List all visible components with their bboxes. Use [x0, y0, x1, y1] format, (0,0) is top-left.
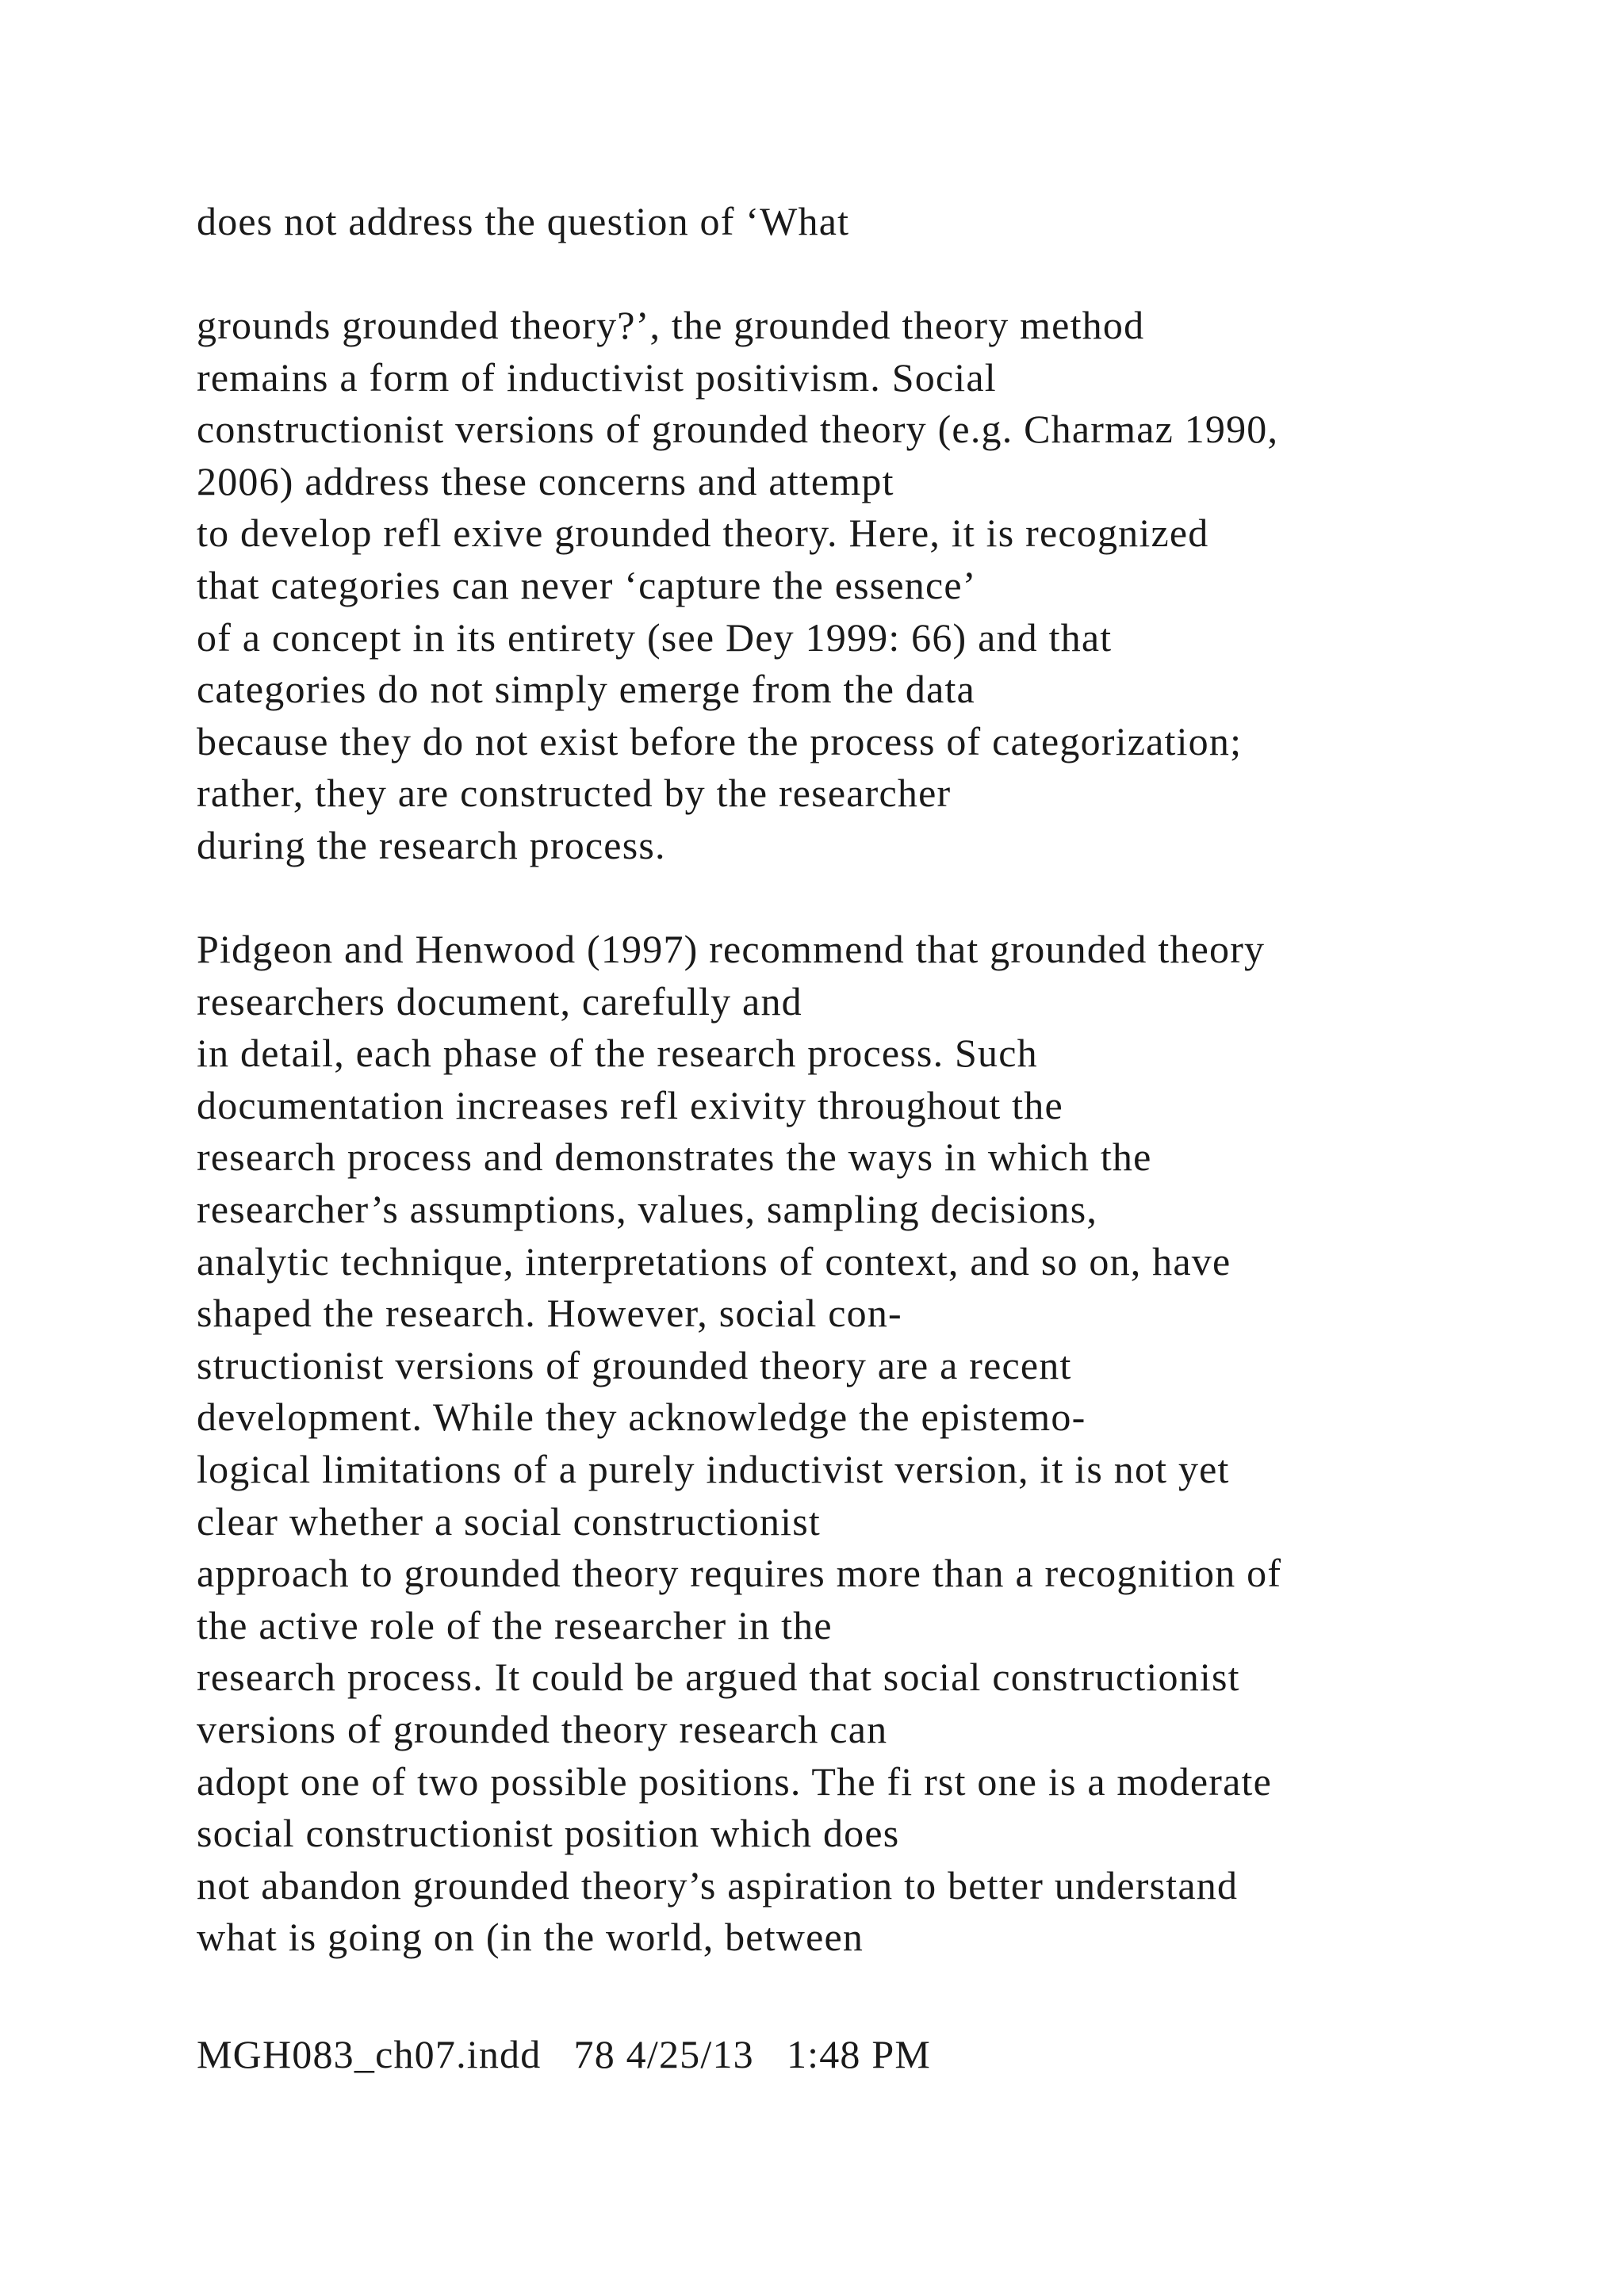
- text-line: constructionist versions of grounded theory (e.g. Charmaz 1990,: [197, 407, 1279, 452]
- text-line: social constructionist position which does: [197, 1811, 900, 1856]
- text-line: in detail, each phase of the research process. Such: [197, 1031, 1038, 1076]
- text-line: adopt one of two possible positions. The fi rst one is a moderate: [197, 1758, 1273, 1804]
- paragraph-pidgeon-henwood: [197, 924, 1281, 1964]
- text-line: researcher’s assumptions, values, sampling decisions,: [197, 1186, 1098, 1231]
- text-line: the active role of the researcher in the: [197, 1602, 833, 1647]
- text-line: structionist versions of grounded theory are a recent: [197, 1342, 1072, 1387]
- text-line: shaped the research. However, social con-: [197, 1291, 902, 1336]
- text-line: research process and demonstrates the ways in which the: [197, 1135, 1152, 1180]
- text-line: that categories can never ‘capture the essence’: [197, 562, 977, 607]
- text-line: to develop refl exive grounded theory. Here, it is recognized: [197, 511, 1209, 556]
- text-line: categories do not simply emerge from the data: [197, 667, 975, 712]
- page-footer: [197, 2029, 931, 2081]
- text-line: 2006) address these concerns and attempt: [197, 458, 894, 503]
- paragraph-grounded-theory: [197, 300, 1278, 872]
- text-line: versions of grounded theory research can: [197, 1706, 888, 1751]
- text-line: does not address the question of ‘What: [197, 199, 850, 243]
- text-line: research process. It could be argued that social constructionist: [197, 1655, 1240, 1700]
- text-line: development. While they acknowledge the epistemo-: [197, 1395, 1086, 1440]
- intro-line: [197, 196, 849, 248]
- text-line: analytic technique, interpretations of context, and so on, have: [197, 1238, 1231, 1284]
- text-line: remains a form of inductivist positivism. Social: [197, 354, 997, 400]
- text-line: clear whether a social constructionist: [197, 1498, 821, 1544]
- text-line: grounds grounded theory?’, the grounded theory method: [197, 303, 1145, 347]
- text-line: documentation increases refl exivity throughout the: [197, 1082, 1063, 1127]
- text-line: during the research process.: [197, 822, 666, 867]
- text-line: researchers document, carefully and: [197, 978, 802, 1024]
- text-line: approach to grounded theory requires more than a recognition of: [197, 1551, 1282, 1596]
- text-line: of a concept in its entirety (see Dey 1999: 66) and that: [197, 614, 1113, 660]
- text-line: what is going on (in the world, between: [197, 1915, 864, 1960]
- text-line: Pidgeon and Henwood (1997) recommend that grounded theory: [197, 927, 1266, 971]
- footer-text: MGH083_ch07.indd 78 4/25/13 1:48 PM: [197, 2032, 931, 2076]
- text-line: not abandon grounded theory’s aspiration to better understand: [197, 1862, 1239, 1908]
- text-line: because they do not exist before the process of categorization;: [197, 718, 1243, 763]
- text-line: logical limitations of a purely inductivist version, it is not yet: [197, 1446, 1230, 1491]
- text-line: rather, they are constructed by the researcher: [197, 771, 952, 816]
